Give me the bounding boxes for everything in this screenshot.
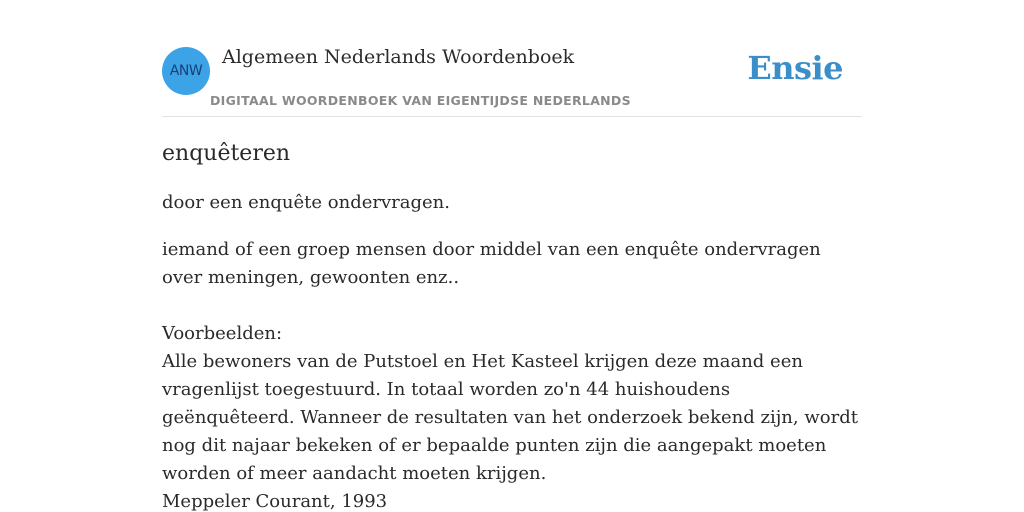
entry-content <box>162 138 862 512</box>
site-header <box>162 36 862 117</box>
example-source: Meppeler Courant, 1993 <box>162 491 388 512</box>
long-definition-block <box>162 236 862 512</box>
anw-logo[interactable]: ANW <box>162 47 210 95</box>
long-definition: iemand of een groep mensen door middel van een enquête ondervragen over meningen, gewoonten enz.. <box>162 239 821 288</box>
short-definition: door een enquête ondervragen. <box>162 192 450 213</box>
examples-label: Voorbeelden: <box>162 323 283 344</box>
entry-term: enquêteren <box>162 141 291 166</box>
site-title[interactable]: Algemeen Nederlands Woordenboek <box>222 46 575 68</box>
ensie-logo-link[interactable]: Ensie <box>747 49 843 87</box>
spacer <box>162 292 862 320</box>
example-text: Alle bewoners van de Putstoel en Het Kasteel krijgen deze maand een vragenlijst toegestuurd. In totaal worden zo'n 44 huishoudens geënquêteerd. Wanneer de resultaten van het onderzoek bekend zijn, wordt nog dit najaar bekeken of er bepaalde punten zijn die aangepakt moeten worden of meer aandacht moeten krijgen. <box>162 351 858 484</box>
site-tagline: DIGITAAL WOORDENBOEK VAN EIGENTIJDSE NEDERLANDS <box>210 93 631 108</box>
